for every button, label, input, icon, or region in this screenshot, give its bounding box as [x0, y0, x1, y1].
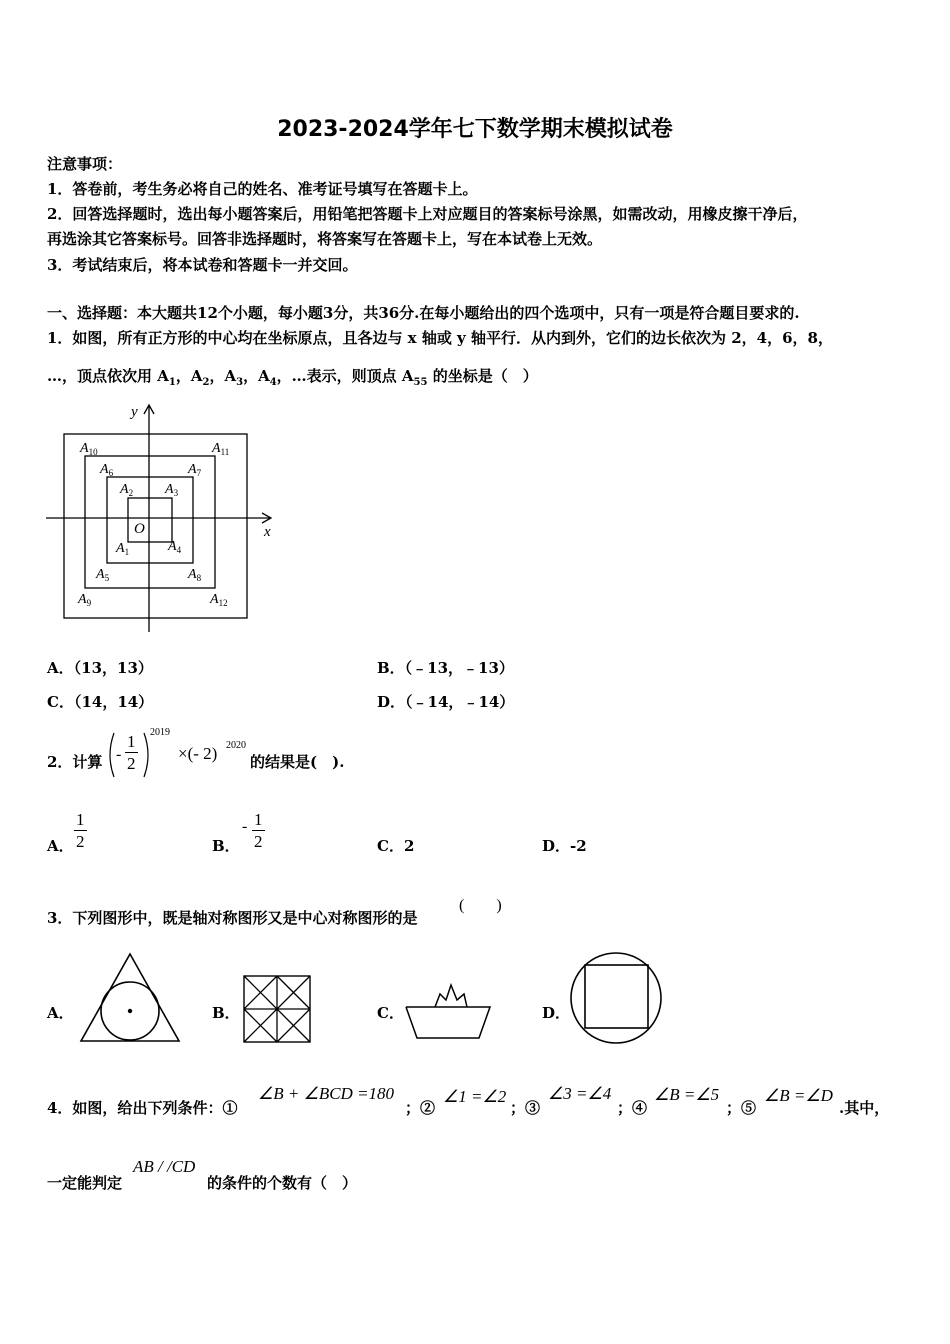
q4-prefix: 4．如图，给出下列条件：① — [47, 1099, 238, 1117]
notice-heading: 注意事项： — [47, 155, 123, 173]
q3-figure-d-circle-square — [568, 950, 664, 1046]
q2-left-paren — [104, 731, 116, 779]
label-a6: $A_6$ — [100, 462, 114, 478]
page-title: 2023-2024学年七下数学期末模拟试卷 — [277, 117, 673, 142]
label-a12: $A_{12}$ — [210, 592, 228, 608]
q2-option-b-label[interactable]: B． — [212, 837, 240, 855]
q2-fraction — [125, 732, 138, 775]
q3-text: 3．下列图形中，既是轴对称图形又是中心对称图形的是 — [47, 909, 418, 927]
q3-option-c[interactable]: C． — [377, 1004, 404, 1022]
q2-right-paren — [142, 731, 154, 779]
q4-parallel-expr: AB / /CD — [133, 1157, 196, 1176]
q3-figure-c-boat — [403, 980, 493, 1042]
q2-exp1: 2019 — [150, 727, 170, 738]
label-a10: $A_{10}$ — [80, 441, 98, 457]
q2-suffix: 的结果是( ). — [250, 753, 345, 771]
notice-item-2: 2．回答选择题时，选出每小题答案后，用铅笔把答题卡上对应题目的答案标号涂黑，如需改动，用橡皮擦干净后， — [47, 205, 808, 223]
q1-text-line1: 1．如图，所有正方形的中心均在坐标原点，且各边与 x 轴或 y 轴平行．从内到外，它们的边长依次为 2，4，6，8， — [47, 329, 833, 347]
q1-option-a[interactable]: A．（13，13） — [47, 659, 153, 677]
q1-option-c[interactable]: C．（14，14） — [47, 693, 154, 711]
q4-sep-3: ；③ — [510, 1099, 541, 1117]
q1-option-d[interactable]: D．（﹣14，﹣14） — [377, 693, 515, 711]
label-a8: $A_8$ — [188, 567, 202, 583]
q4-condition-1: ∠B + ∠BCD =180 — [258, 1084, 395, 1103]
label-y: y — [131, 404, 138, 420]
q2-times-term: ×(- 2) — [178, 744, 218, 763]
q4-condition-5: ∠B =∠D — [764, 1086, 833, 1105]
q3-option-d[interactable]: D． — [542, 1004, 571, 1022]
q4-sep-2: ；② — [405, 1099, 436, 1117]
q4-line2-suffix: 的条件的个数有（ ） — [207, 1174, 358, 1192]
q1-square-figure — [40, 400, 280, 635]
q3-option-a[interactable]: A． — [47, 1004, 74, 1022]
label-a2: $A_2$ — [120, 482, 134, 498]
q2-frac-num: 1 — [127, 732, 136, 751]
q2-option-b-sign: - — [242, 818, 248, 835]
square-4 — [64, 434, 247, 618]
label-a4: $A_4$ — [168, 539, 182, 555]
q4-condition-3: ∠3 =∠4 — [548, 1084, 612, 1103]
label-a1: $A_1$ — [116, 541, 130, 557]
label-a3: $A_3$ — [165, 482, 179, 498]
label-origin: O — [134, 521, 145, 537]
q2-option-d[interactable]: D．-2 — [542, 837, 587, 855]
q1-text-line2: …，顶点依次用 $A_1$，$A_2$，$A_3$，$A_4$，…表示，则顶点 $A_{55}$ 的坐标是（ ） — [47, 367, 538, 388]
q2-option-a-fraction: $\frac{1}{2}$ — [76, 810, 85, 851]
q4-condition-4: ∠B =∠5 — [654, 1085, 720, 1104]
q4-condition-2: ∠1 =∠2 — [443, 1087, 507, 1106]
q3-option-b[interactable]: B． — [212, 1004, 240, 1022]
label-a5: $A_5$ — [96, 567, 110, 583]
q1-option-b[interactable]: B．（﹣13，﹣13） — [377, 659, 514, 677]
q2-option-c[interactable]: C．2 — [377, 837, 415, 855]
notice-item-1: 1．答卷前，考生务必将自己的姓名、准考证号填写在答题卡上。 — [47, 180, 478, 198]
q2-option-b-fraction: $\frac{1}{2}$ — [254, 810, 263, 851]
q2-frac-den: 2 — [127, 754, 136, 773]
q4-end: .其中， — [839, 1099, 890, 1117]
q4-sep-4: ；④ — [617, 1099, 648, 1117]
notice-item-3: 3．考试结束后，将本试卷和答题卡一并交回。 — [47, 256, 358, 274]
q4-line2-prefix: 一定能判定 — [47, 1174, 123, 1192]
label-a9: $A_9$ — [78, 592, 92, 608]
label-x: x — [264, 524, 271, 540]
q2-prefix: 2．计算 — [47, 753, 103, 771]
q3-figure-a-triangle-circle — [76, 950, 184, 1045]
q3-paren: ( ) — [459, 897, 502, 914]
section-heading: 一、选择题：本大题共12个小题，每小题3分，共36分.在每小题给出的四个选项中，只有一项是符合题目要求的. — [47, 304, 800, 322]
q2-option-a-label[interactable]: A． — [47, 837, 74, 855]
q3-figure-b-pinwheel — [240, 972, 314, 1044]
label-a7: $A_7$ — [188, 462, 202, 478]
q2-exp2: 2020 — [226, 740, 246, 751]
notice-item-2-cont: 再选涂其它答案标号。回答非选择题时，将答案写在答题卡上，写在本试卷上无效。 — [47, 230, 603, 248]
q2-minus: - — [116, 746, 122, 763]
label-a11: $A_{11}$ — [212, 441, 230, 457]
q4-sep-5: ；⑤ — [726, 1099, 757, 1117]
